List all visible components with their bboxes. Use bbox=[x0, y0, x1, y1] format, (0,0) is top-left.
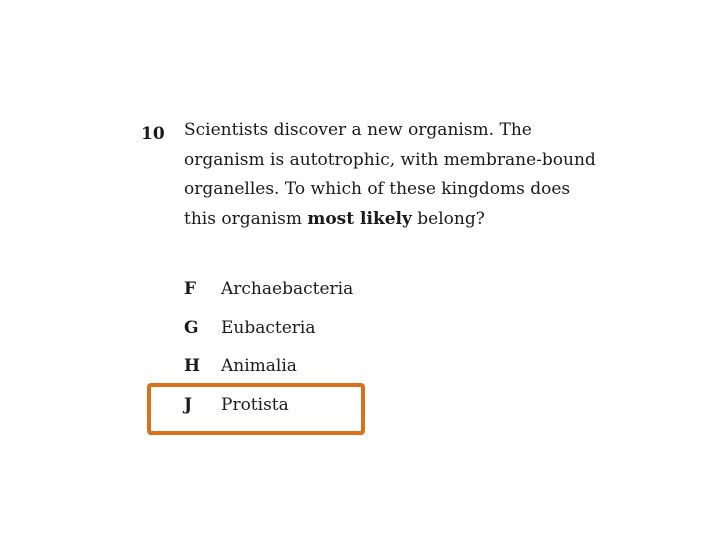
choice-label: Animalia bbox=[221, 356, 297, 376]
choice-label: Eubacteria bbox=[221, 318, 316, 338]
question-text-after-emphasis: belong? bbox=[411, 208, 485, 229]
choice-letter: J bbox=[184, 395, 193, 415]
question-number: 10 bbox=[141, 124, 165, 144]
choice-label: Archaebacteria bbox=[221, 279, 354, 299]
answer-choice-f[interactable] bbox=[184, 275, 353, 303]
choice-letter: G bbox=[184, 318, 199, 338]
question-stem bbox=[184, 116, 604, 234]
choice-letter: H bbox=[184, 356, 201, 376]
question-text-before-emphasis: Scientists discover a new organism. The organism is autotrophic, with membrane-bound organelles. To which of these kingdoms does this organism bbox=[184, 120, 596, 229]
choice-label: Protista bbox=[221, 395, 289, 415]
correct-answer-highlight-box bbox=[147, 383, 365, 435]
answer-choice-h[interactable] bbox=[184, 352, 297, 380]
question-emphasis: most likely bbox=[307, 208, 412, 229]
choice-letter: F bbox=[184, 279, 197, 299]
answer-choice-g[interactable] bbox=[184, 314, 316, 342]
